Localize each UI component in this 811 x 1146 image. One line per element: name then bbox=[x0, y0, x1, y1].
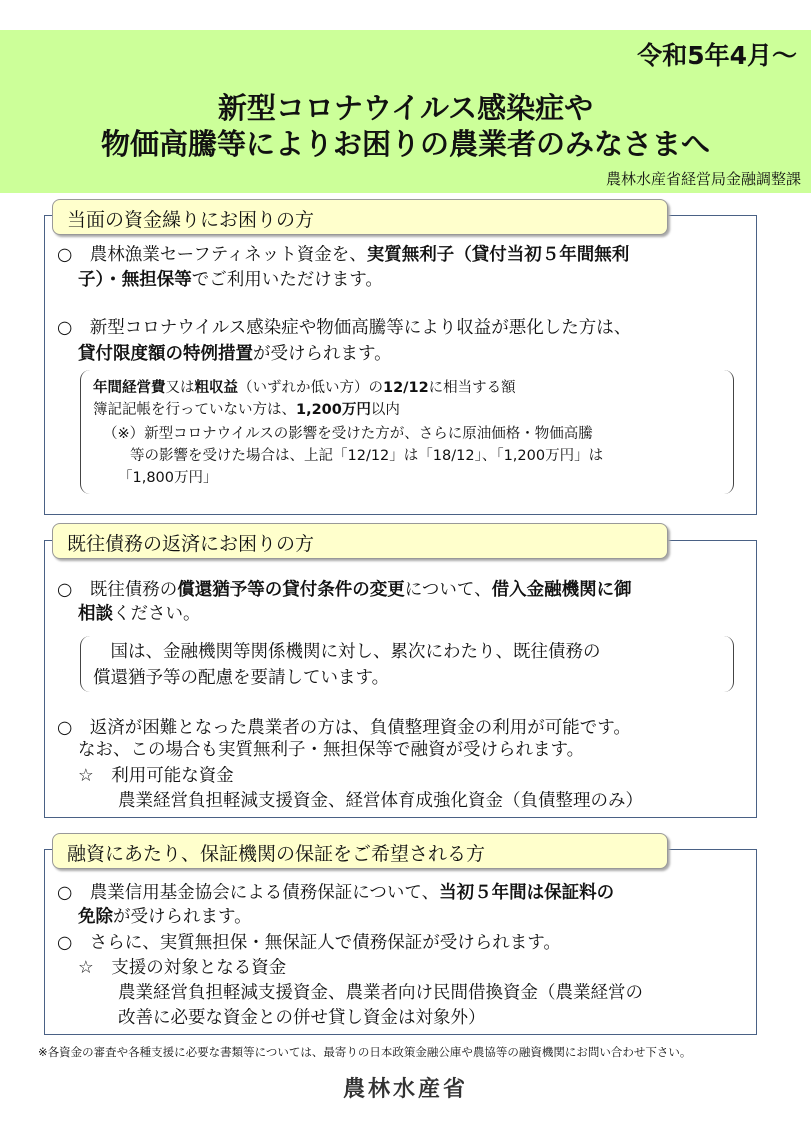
section-guarantee-title: 融資にあたり、保証機関の保証をご希望される方 bbox=[52, 833, 668, 869]
note: 等の影響を受けた場合は、上記「12/12」は「18/12」、「1,200万円」は bbox=[130, 448, 604, 464]
section-repayment-title: 既往債務の返済にお困りの方 bbox=[52, 523, 668, 559]
title-line-1: 新型コロナウイルス感染症や bbox=[217, 91, 594, 125]
paragraph bbox=[78, 343, 392, 365]
title-line-2: 物価高騰等によりお困りの農業者のみなさまへ bbox=[100, 127, 710, 161]
paragraph bbox=[78, 269, 383, 291]
section-cashflow-title: 当面の資金繰りにお困りの方 bbox=[52, 199, 668, 235]
paragraph bbox=[57, 317, 631, 339]
text-segment: 簿記記帳を行っていない方は、 bbox=[93, 402, 296, 418]
text-segment: ○ 既往債務の bbox=[57, 580, 178, 600]
paragraph bbox=[78, 906, 252, 928]
text-segment: 又は bbox=[165, 380, 195, 396]
fund-list: 改善に必要な資金との併せ貸し資金は対象外） bbox=[118, 1008, 486, 1028]
text-segment: に相当する額 bbox=[428, 380, 516, 396]
text-segment: 12/12 bbox=[383, 380, 429, 396]
text-segment: 子）・無担保等 bbox=[78, 270, 192, 290]
text-segment: ○ 農業信用基金協会による債務保証について、 bbox=[57, 883, 440, 903]
fund-list: 農業経営負担軽減支援資金、農業者向け民間借換資金（農業経営の bbox=[118, 983, 643, 1003]
text-segment: 免除 bbox=[78, 907, 113, 927]
text-segment: でご利用いただけます。 bbox=[191, 270, 383, 290]
text-segment: 借入金融機関に御 bbox=[491, 580, 632, 600]
text-segment: 以内 bbox=[370, 402, 400, 418]
text-segment: 貸付限度額の特例措置 bbox=[78, 344, 253, 364]
paragraph bbox=[57, 882, 614, 904]
footnote: ※各資金の審査や各種支援に必要な書類等については、最寄りの日本政策金融公庫や農協等の融資機関にお問い合わせ下さい。 bbox=[38, 1045, 692, 1059]
limit-detail bbox=[93, 378, 516, 398]
text-segment: 当初５年間は保証料の bbox=[439, 883, 615, 903]
text-segment: 償還猶予等の貸付条件の変更 bbox=[177, 580, 405, 600]
text-segment: 1,200万円 bbox=[296, 402, 371, 418]
paragraph: ○ さらに、実質無担保・無保証人で債務保証が受けられます。 bbox=[57, 933, 561, 953]
text-segment: 実質無利子（貸付当初５年間無利 bbox=[366, 245, 630, 265]
text-segment: が受けられます。 bbox=[113, 907, 252, 927]
fund-heading: ☆ 利用可能な資金 bbox=[78, 766, 234, 786]
fund-list: 農業経営負担軽減支援資金、経営体育成強化資金（負債整理のみ） bbox=[118, 791, 643, 811]
department: 農林水産省経営局金融調整課 bbox=[605, 170, 801, 188]
text-segment: 粗収益 bbox=[194, 380, 238, 396]
effective-date: 令和5年4月～ bbox=[637, 41, 797, 70]
header-banner bbox=[0, 30, 811, 193]
text-segment: （いずれか低い方）の bbox=[238, 380, 383, 396]
paragraph bbox=[57, 244, 629, 266]
text-segment: 相談 bbox=[78, 604, 113, 624]
note: 「1,800万円」 bbox=[118, 470, 218, 486]
paragraph: ○ 返済が困難となった農業者の方は、負債整理資金の利用が可能です。 bbox=[57, 718, 631, 738]
note: （※）新型コロナウイルスの影響を受けた方が、さらに原油価格・物価高騰 bbox=[103, 426, 593, 442]
note: 国は、金融機関等関係機関に対し、累次にわたり、既往債務の bbox=[93, 642, 601, 662]
note: 償還猶予等の配慮を要請しています。 bbox=[93, 668, 390, 688]
text-segment: について、 bbox=[404, 580, 492, 600]
paragraph: なお、この場合も実質無利子・無担保等で融資が受けられます。 bbox=[78, 740, 585, 760]
text-segment: ○ 新型コロナウイルス感染症や物価高騰等により収益が悪化した方は、 bbox=[57, 318, 632, 338]
text-segment: が受けられます。 bbox=[253, 344, 392, 364]
text-segment: 年間経営費 bbox=[93, 380, 166, 396]
limit-detail bbox=[93, 400, 400, 420]
fund-heading: ☆ 支援の対象となる資金 bbox=[78, 958, 287, 978]
paragraph bbox=[57, 579, 632, 601]
ministry-logo: 農林水産省 bbox=[342, 1077, 468, 1102]
text-segment: ください。 bbox=[113, 604, 201, 624]
paragraph bbox=[78, 603, 201, 625]
text-segment: ○ 農林漁業セーフティネット資金を、 bbox=[57, 245, 367, 265]
